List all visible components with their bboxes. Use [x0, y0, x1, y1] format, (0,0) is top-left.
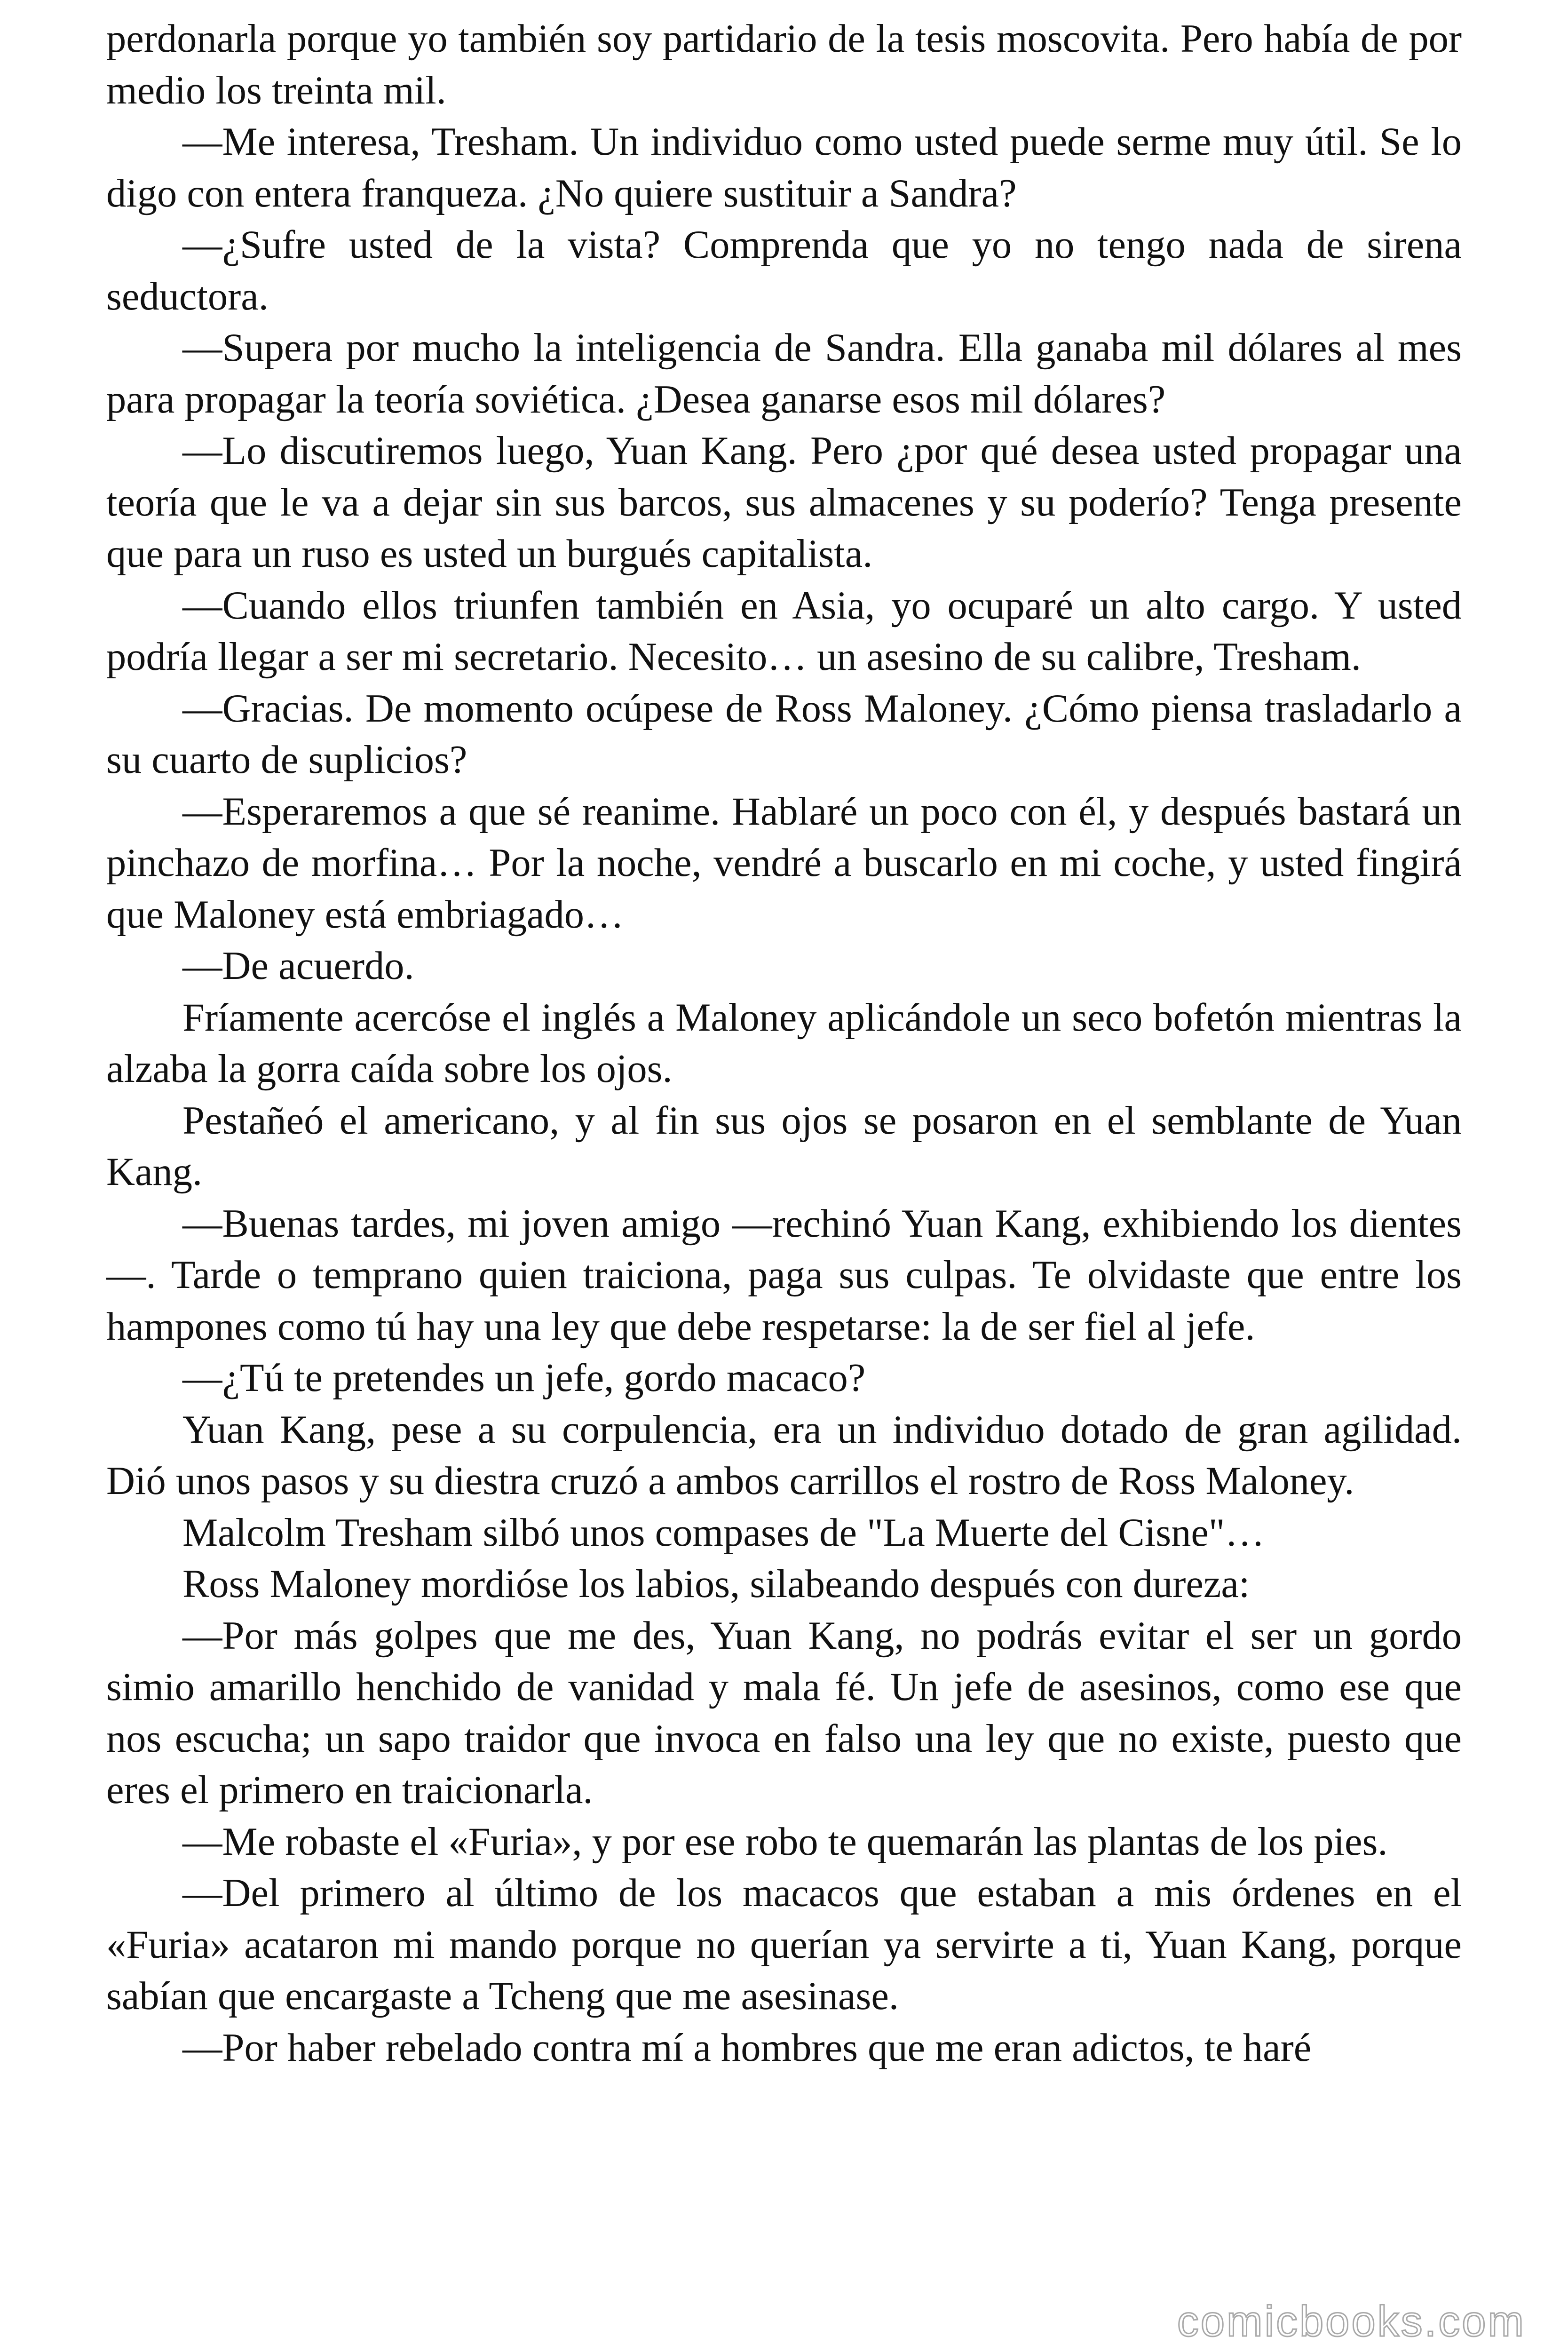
paragraph: —Buenas tardes, mi joven amigo —rechinó Yuan Kang, exhibiendo los dientes—. Tarde o temprano quien traiciona, paga sus culpas. Te olvidaste que entre los hampones como tú hay una ley que debe respetarse: la de ser fiel al jefe. — [106, 1201, 1462, 1349]
paragraph: —Supera por mucho la inteligencia de Sandra. Ella ganaba mil dólares al mes para propagar la teoría soviética. ¿Desea ganarse esos mil dólares? — [106, 326, 1462, 421]
paragraph: —Esperaremos a que sé reanime. Hablaré un poco con él, y después bastará un pinchazo de morfina… Por la noche, vendré a buscarlo en mi coche, y usted fingirá que Maloney está embriagado… — [106, 789, 1462, 937]
paragraph: perdonarla porque yo también soy partidario de la tesis moscovita. Pero había de por medio los treinta mil. — [106, 17, 1462, 112]
paragraph: Ross Maloney mordióse los labios, silabeando después con dureza: — [182, 1562, 1250, 1606]
paragraph: —Lo discutiremos luego, Yuan Kang. Pero ¿por qué desea usted propagar una teoría que le va a dejar sin sus barcos, sus almacenes y su poderío? Tenga presente que para un ruso es usted un burgués capitalista. — [106, 429, 1462, 576]
paragraph: —¿Tú te pretendes un jefe, gordo macaco? — [182, 1356, 866, 1400]
paragraph: —¿Sufre usted de la vista? Comprenda que yo no tengo nada de sirena seductora. — [106, 223, 1462, 318]
paragraph: —Gracias. De momento ocúpese de Ross Maloney. ¿Cómo piensa trasladarlo a su cuarto de suplicios? — [106, 686, 1462, 782]
paragraph: Malcolm Tresham silbó unos compases de "La Muerte del Cisne"… — [182, 1510, 1265, 1555]
paragraph: Pestañeó el americano, y al fin sus ojos se posaron en el semblante de Yuan Kang. — [106, 1098, 1462, 1194]
paragraph: —Me interesa, Tresham. Un individuo como usted puede serme muy útil. Se lo digo con entera franqueza. ¿No quiere sustituir a Sandra? — [106, 120, 1462, 215]
paragraph: Yuan Kang, pese a su corpulencia, era un individuo dotado de gran agilidad. Dió unos pasos y su diestra cruzó a ambos carrillos el rostro de Ross Maloney. — [106, 1407, 1462, 1503]
paragraph: —De acuerdo. — [182, 944, 414, 988]
paragraph: Fríamente acercóse el inglés a Maloney aplicándole un seco bofetón mientras la alzaba la gorra caída sobre los ojos. — [106, 995, 1462, 1091]
paragraph: —Me robaste el «Furia», y por ese robo te quemarán las plantas de los pies. — [182, 1820, 1388, 1864]
page-text — [106, 13, 1462, 2074]
watermark: comicbooks.com — [1177, 2297, 1526, 2345]
paragraph: —Por haber rebelado contra mí a hombres que me eran adictos, te haré — [182, 2026, 1312, 2070]
paragraph: —Cuando ellos triunfen también en Asia, yo ocuparé un alto cargo. Y usted podría llegar a ser mi secretario. Necesito… un asesino de su calibre, Tresham. — [106, 583, 1462, 679]
paragraph: —Del primero al último de los macacos que estaban a mis órdenes en el «Furia» acataron mi mando porque no querían ya servirte a ti, Yuan Kang, porque sabían que encargaste a Tcheng que me asesinase. — [106, 1871, 1462, 2018]
paragraph: —Por más golpes que me des, Yuan Kang, no podrás evitar el ser un gordo simio amarillo henchido de vanidad y mala fé. Un jefe de asesinos, como ese que nos escucha; un sapo traidor que invoca en falso una ley que no existe, puesto que eres el primero en traicionarla. — [106, 1613, 1462, 1812]
